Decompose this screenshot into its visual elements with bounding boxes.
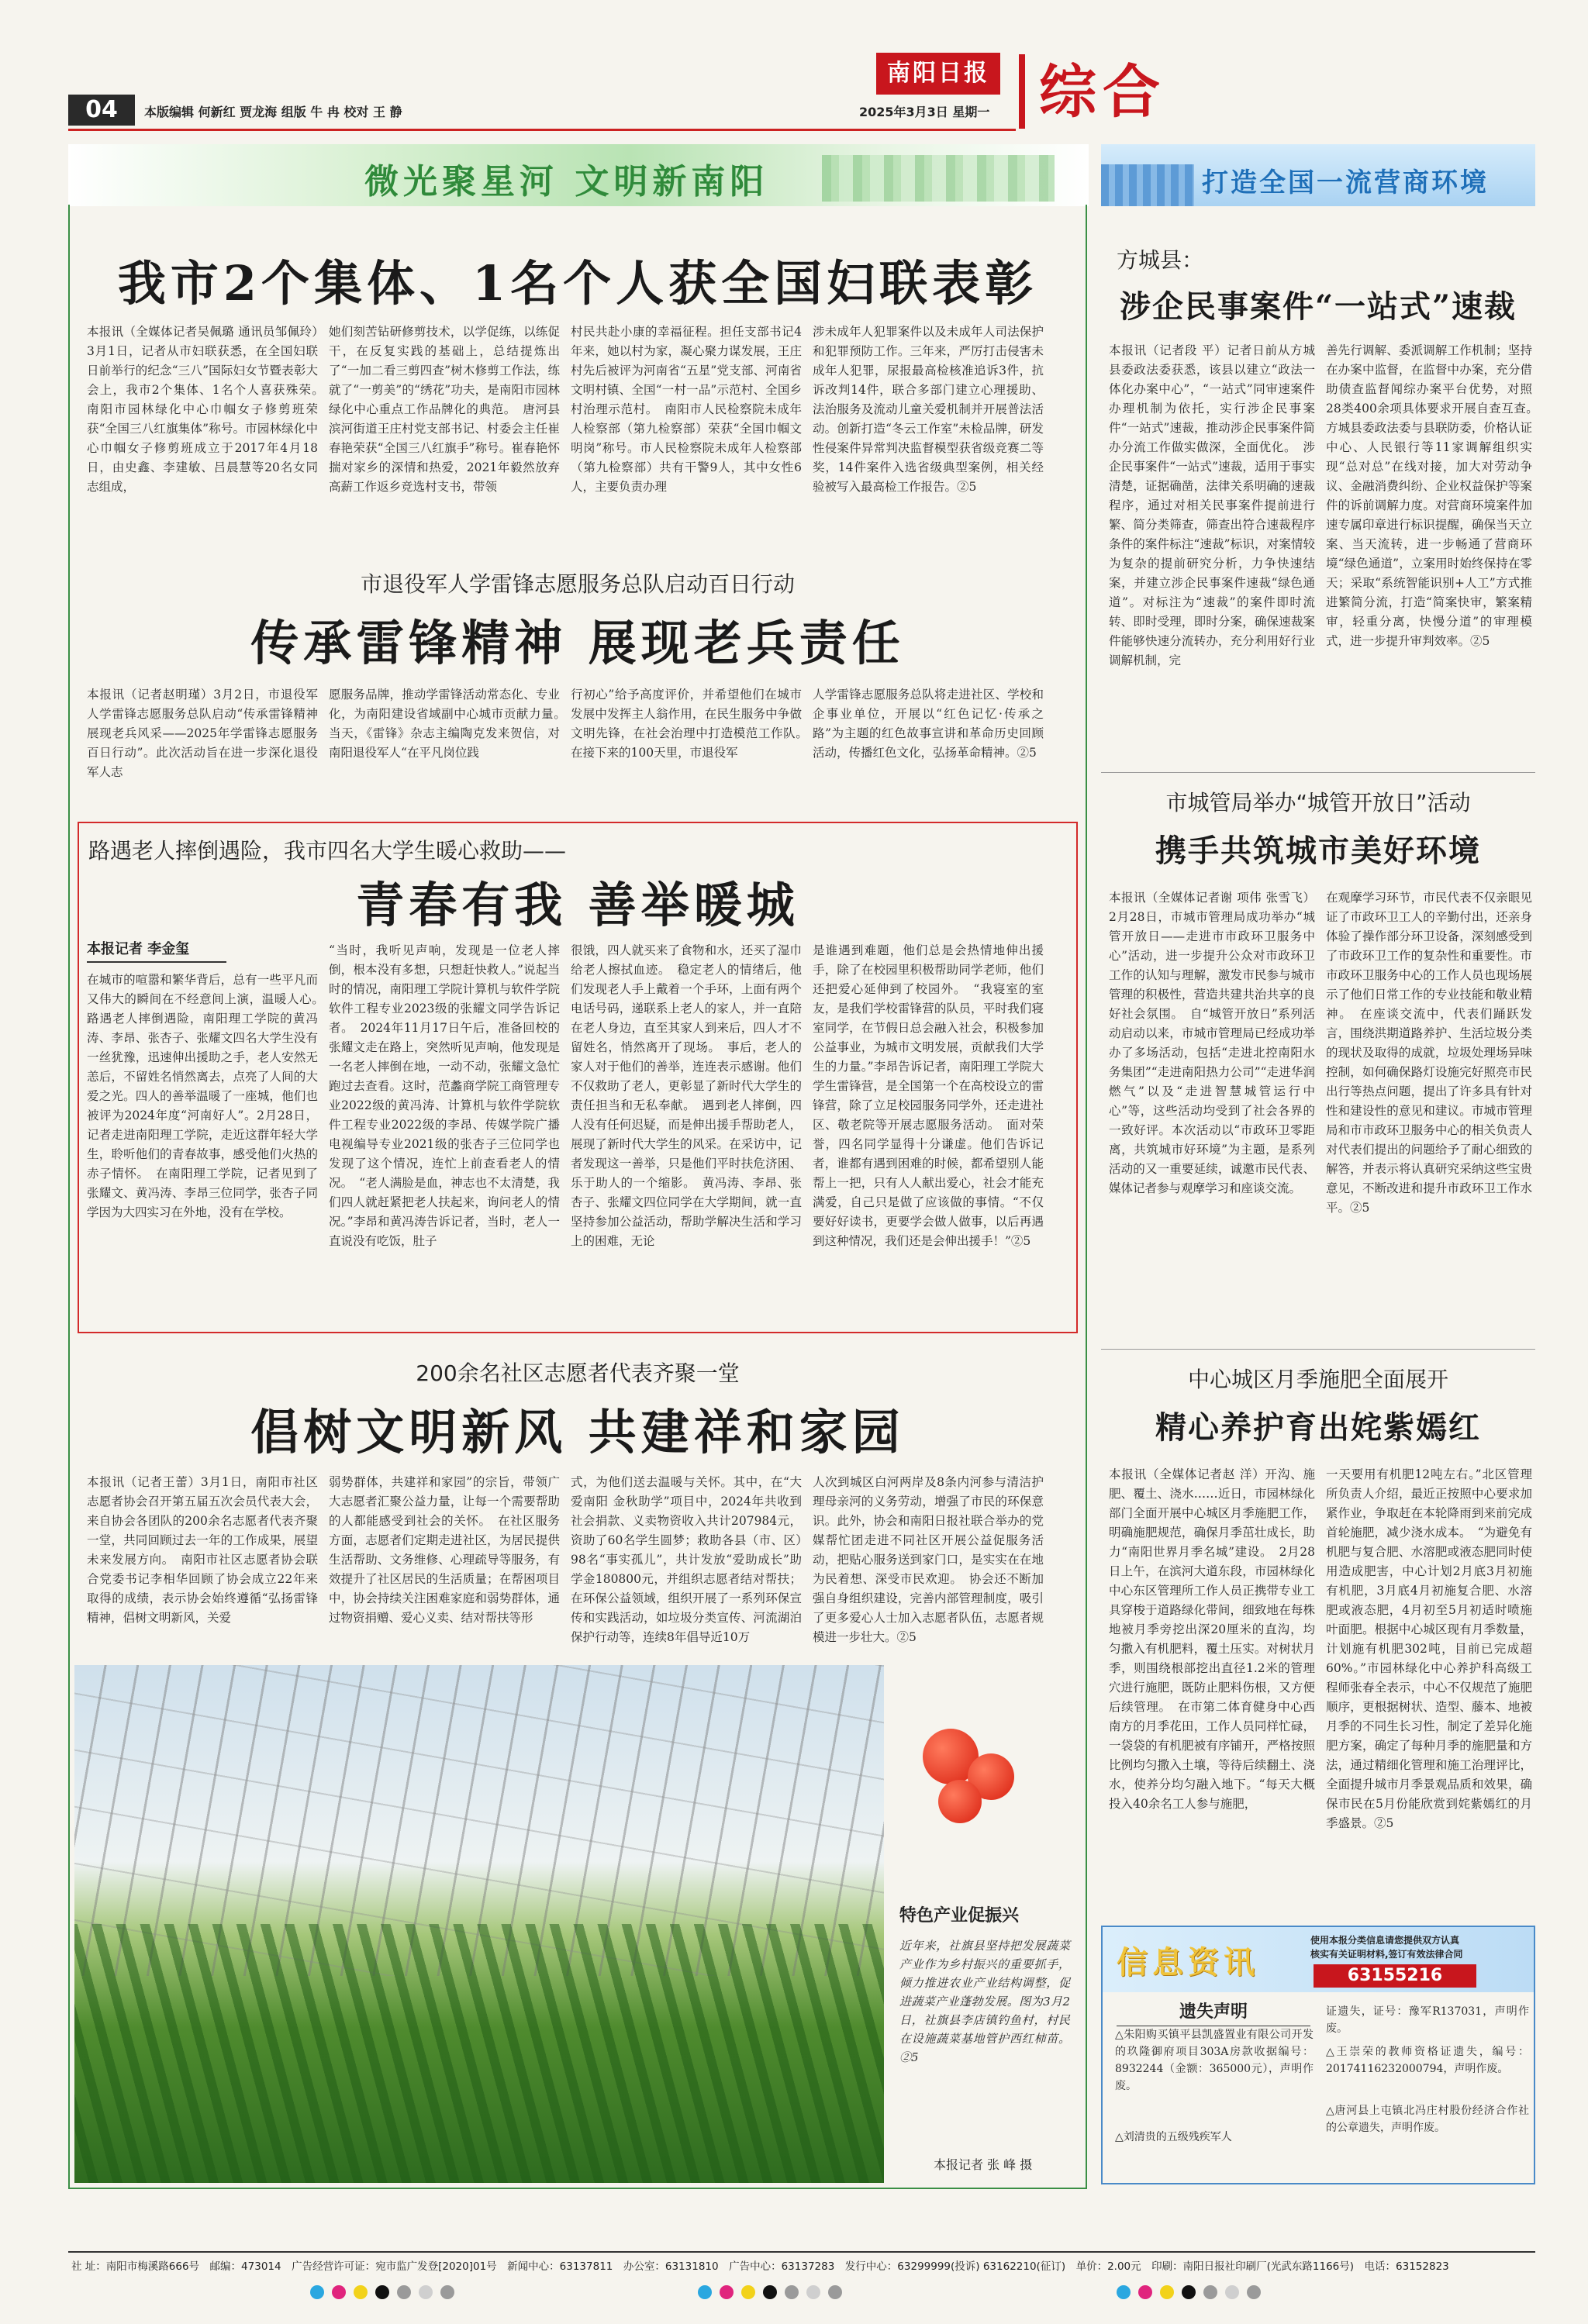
a3-kicker: 路遇老人摔倒遇险，我市四名大学生暖心救助—— <box>88 838 567 864</box>
r3-headline: 精心养护育出姹紫嫣红 <box>1155 1409 1481 1446</box>
lost-notice-1: △朱阳购买镇平县凯盛置业有限公司开发的玖隆御府项目303A房款收据编号：8932244（金额：365000元），声明作废。 <box>1115 2029 1314 2092</box>
a3-col-2: “当时，我听见声响，发现是一位老人摔倒，根本没有多想，只想赶快救人。”说起当时的情况，南阳理工学院计算机与软件学院软件工程专业2023级的张耀文同学告诉记者。 2024年11月17日午后，准备回校的张耀文走在路上，突然听见声响，他发现是一名老人摔倒在地，一动不动，张耀文急忙跑过去查看。这时，范蠡商学院工商管理专业2022级的黄冯涛、计算机与软件学院软件工程专业2022级的李昂、传媒学院广播电视编导专业2021级的张杏子三位同学也发现了这个情况，连忙上前查看老人的情况。 “老人满脸是血，神志也不太清楚，我们四人就赶紧把老人扶起来，询问老人的情况。”李昂和黄冯涛告诉记者，当时，老人一直说没有吃饭，肚子 <box>329 943 560 1248</box>
a2-headline: 传承雷锋精神 展现老兵责任 <box>250 615 905 671</box>
left-banner-city <box>822 155 1055 202</box>
ad-title: 信息资讯 <box>1117 1945 1259 1981</box>
issue-date: 2025年3月3日 星期一 <box>859 105 990 119</box>
color-register-marks <box>1117 2285 1269 2302</box>
page-number: 04 <box>68 95 135 126</box>
a3-col-1: 在城市的喧嚣和繁华背后，总有一些平凡而又伟大的瞬间在不经意间上演，温暖人心。 路遇老人摔倒遇险，南阳理工学院的黄冯涛、李昂、张杏子、张耀文四名大学生没有一丝犹豫，迅速伸出援助之手，老人安然无恙后，不留姓名悄然离去，点亮了人间的大爱之光。四人的善举温暖了一座城，他们也被评为2024年度“河南好人”。2月28日，记者走进南阳理工学院，走近这群年轻大学生，聆听他们的青春故事，感受他们火热的赤子情怀。 在南阳理工学院，记者见到了张耀文、黄冯涛、李昂三位同学，张杏子同学因为大四实习在外地，没有在学校。 <box>87 973 330 1219</box>
a1-headline: 我市2个集体、1名个人获全国妇联表彰 <box>117 255 1038 312</box>
color-register-marks <box>310 2285 462 2302</box>
photo-caption-text: 近年来，社旗县坚持把发展蔬菜产业作为乡村振兴的重要抓手，倾力推进农业产业结构调整，促进蔬菜产业蓬勃发展。图为3月2日，社旗县李店镇钓鱼村，村民在设施蔬菜基地管护西红柿苗。②5 <box>899 1939 1070 2064</box>
r3-col-2: 一天要用有机肥12吨左右。”北区管理所负责人介绍，最近正按照中心要求加紧作业，争取赶在本轮降雨到来前完成首轮施肥，减少浇水成本。 “为避免有机肥与复合肥、水溶肥或液态肥同时使用造成肥害，中心计划2月底3月初施有机肥，3月底4月初施复合肥、水溶肥或液态肥，4月初至5月初适时喷施叶面肥。根据中心城区现有月季数量，计划施有机肥302吨，目前已完成超60%。”市园林绿化中心养护科高级工程师张春全表示，中心不仅规范了施肥顺序，更根据树状、造型、藤本、地被月季的不同生长习性，制定了差异化施肥方案，确定了每种月季的施肥量和方法，通过精细化管理和施工治理评比，全面提升城市月季景观品质和效果，确保市民在5月份能欣赏到姹紫嫣红的月季盛景。②5 <box>1326 1467 1532 1830</box>
lost-notice-5: △唐河县上屯镇北冯庄村股份经济合作社的公章遗失，声明作废。 <box>1326 2105 1529 2134</box>
r2-divider <box>1101 1349 1535 1350</box>
a2-col-3: 行初心”给予高度评价，并希望他们在城市发展中发挥主人翁作用，在民生服务中争做文明先锋，在社会治理中打造模范工作队。 在接下来的100天里，市退役军 <box>571 688 814 760</box>
r1-kicker: 方城县： <box>1117 247 1204 273</box>
greenhouse-photo <box>74 1665 884 2183</box>
r3-col-1: 本报讯（全媒体记者赵 洋）开沟、施肥、覆土、浇水……近日，市园林绿化部门全面开展中心城区月季施肥工作，明确施肥规范，确保月季茁壮成长，助力“南阳世界月季名城”建设。 2月28日上午，在滨河大道东段，市园林绿化中心东区管理所工作人员正携带专业工具穿梭于道路绿化带间，细致地在每株地被月季旁挖出深20厘米的直沟，均匀撒入有机肥料，覆土压实。对树状月季，则围绕根部挖出直径1.2米的管理穴进行施肥，既防止肥料伤根，又方便后续管理。 在市第二体育健身中心西南方的月季花田，工作人员同样忙碌，一袋袋的有机肥被有序铺开，严格按照比例均匀撒入土壤，等待后续翻土、浇水，使养分均匀融入地下。“每天大概投入40余名工人参与施肥， <box>1109 1467 1315 1811</box>
a2-col-1: 本报讯（记者赵明瑾）3月2日，市退役军人学雷锋志愿服务总队启动“传承雷锋精神 展现老兵风采——2025年学雷锋志愿服务百日行动”。此次活动旨在进一步深化退役军人志 <box>87 688 318 779</box>
r2-col-2: 在观摩学习环节，市民代表不仅亲眼见证了市政环卫工人的辛勤付出，还亲身体验了操作部分环卫设备，深刻感受到了市政环卫工作的复杂性和重要性。市市政环卫服务中心的工作人员也现场展示了他们日常工作的专业技能和敬业精神。 在座谈交流中，代表们踊跃发言，围绕洪期道路养护、生活垃圾分类的现状及取得的成就，垃圾处理场异味控制，如何确保路灯设施完好照亮市民出行等热点问题，提出了许多具有针对性和建设性的意见和建议。市城市管理局和市市政环卫服务中心的相关负责人对代表们提出的问题给予了耐心细致的解答，并表示将认真研究采纳这些宝贵意见，不断改进和提升市政环卫工作水平。②5 <box>1326 891 1532 1215</box>
a4-col-1: 本报讯（记者王蕾）3月1日，南阳市社区志愿者协会召开第五届五次会员代表大会，来自协会各团队的200余名志愿者代表齐聚一堂，共同回顾过去一年的工作成果，展望未来发展方向。 南阳市社区志愿者协会联合党委书记李相华回顾了协会成立22年来取得的成绩，表示协会始终遵循“弘扬雷锋精神，倡树文明新风，关爱 <box>87 1475 318 1625</box>
r1-col-2: 善先行调解、委派调解工作机制；坚持在办案中监督，在监督中办案，充分借助债查监督闻综办案平台优势，对照28类400余项具体要求开展自查互查。 方城县委政法委与县联防委，价格认证中心、人民银行等11家调解组织实现“总对总”在线对接，加大对劳动争议、金融消费纠纷、企业权益保护等案件的诉前调解力度。对营商环境案件加速专属印章进行标识提醒，确保当天立案、当天流转，进一步畅通了营商环境“绿色通道”，立案用时始终保持在零天；采取“系统智能识别+人工”方式推进繁简分流，打造“简案快审，繁案精审，轻重分离，快慢分道”的审理模式，进一步提升审判效率。②5 <box>1326 343 1545 648</box>
lost-notice-4: △王崇荣的教师资格证遗失，编号：20174116232000794，声明作废。 <box>1326 2046 1529 2075</box>
paper-logo: 南阳日报 <box>876 53 1000 95</box>
r1-headline: 涉企民事案件“一站式”速裁 <box>1119 288 1517 325</box>
lost-notice-2: △刘清贵的五级残疾军人 <box>1115 2131 1232 2143</box>
r2-kicker: 市城管局举办“城管开放日”活动 <box>1165 790 1471 815</box>
photo-caption-title: 特色产业促振兴 <box>899 1906 1020 1926</box>
lost-notice-3: 证遗失，证号：豫军R137031，声明作废。 <box>1326 2005 1529 2035</box>
r3-kicker: 中心城区月季施肥全面展开 <box>1187 1367 1448 1392</box>
a4-col-4: 人次到城区白河两岸及8条内河参与清洁护理母亲河的义务劳动，增强了市民的环保意识。此外，协会和南阳日报社联合举办的党媒帮忙团走进不同社区开展公益促服务活动，把贴心服务送到家门口，是实实在在地为民着想、深受市民欢迎。 协会还不断加强自身组织建设，完善内部管理制度，吸引了更多爱心人士加入志愿者队伍，志愿者规模进一步壮大。②5 <box>813 1475 1044 1644</box>
masthead-rule <box>68 129 1016 131</box>
a4-kicker: 200余名社区志愿者代表齐聚一堂 <box>416 1360 740 1386</box>
ad-phone: 63155216 <box>1314 1964 1476 1988</box>
a2-kicker: 市退役军人学雷锋志愿服务总队启动百日行动 <box>360 571 795 597</box>
a3-byline: 本报记者 李金玺 <box>87 941 190 957</box>
ad-note-2: 核实有关证明材料,签订有效法律合同 <box>1310 1949 1463 1960</box>
r1-divider <box>1101 772 1535 773</box>
right-banner-city <box>1101 164 1194 206</box>
a1-col-1: 本报讯（全媒体记者吴佩璐 通讯员邹佩玲）3月1日，记者从市妇联获悉，在全国妇联日前举行的纪念“三八”国际妇女节暨表彰大会上，我市2个集体、1名个人喜获殊荣。 南阳市园林绿化中心巾帼女子修剪班荣获“全国三八红旗集体”称号。市园林绿化中心巾帼女子修剪班成立于2017年4月18日，由史鑫、李建敏、吕晨慧等20名女同志组成， <box>87 325 330 494</box>
a4-col-3: 式，为他们送去温暖与关怀。其中，在“大爱南阳 金秋助学”项目中，2024年共收到社会捐款、义卖物资收入共计207984元，资助了60名学生圆梦；救助各县（市、区）98名“事实孤儿”，共计发放“爱助成长”助学金180800元，并组织志愿者结对帮扶；在环保公益领域，组织开展了一系列环保宣传和实践活动，如垃圾分类宣传、河流湖泊保护行动等，连续8年倡导近10万 <box>571 1475 802 1644</box>
a1-col-2: 她们刻苦钻研修剪技术，以学促练，以练促干，在反复实践的基础上，总结提炼出了“一加二看三剪四查”树木修剪工作法，练就了“一剪美”的“绣花”功夫，是南阳市园林绿化中心重点工作品牌化的典范。 唐河县滨河街道王庄村党支部书记、村委会主任崔春艳荣获“全国三八红旗手”称号。崔春艳怀揣对家乡的深情和热爱，2021年毅然放弃高薪工作返乡竞选村支书，带领 <box>329 325 560 494</box>
a1-col-4: 涉未成年人犯罪案件以及未成年人司法保护和犯罪预防工作。三年来，严厉打击侵害未成年人犯罪，尿报最高检核准追诉3件，抗诉改判14件，联合多部门建立心理援助、法治服务及流动儿童关爱机制并开展普法活动。创新打造“冬云工作室”未检品牌，研发性侵案件异常判决监督模型获省级竞赛二等奖，14件案件入选省级典型案例，相关经验被写入最高检工作报告。②5 <box>813 325 1044 494</box>
a4-headline: 倡树文明新风 共建祥和家园 <box>250 1404 905 1460</box>
a3-col-3: 很饿，四人就买来了食物和水，还买了湿巾给老人擦拭血迹。 稳定老人的情绪后，他们发现老人手上戴着一个手环，上面有两个电话号码，递联系上老人的家人，并一直陪在老人身边，直至其家人到来后，四人才不留姓名，悄然离开了现场。 事后，老人的家人对于他们的善举，连连表示感谢。他们不仅救助了老人，更彰显了新时代大学生的责任担当和无私奉献。 遇到老人摔倒，四人没有任何迟疑，而是伸出援手帮助老人，展现了新时代大学生的风采。在采访中，记者发现这一善举，只是他们平时扶危济困、乐于助人的一个缩影。 黄冯涛、李昂、张杏子、张耀文四位同学在大学期间，就一直坚持参加公益活动，帮助学解决生活和学习上的困难，无论 <box>571 943 802 1248</box>
a1-col-3: 村民共赴小康的幸福征程。担任支部书记4年来，她以村为家，凝心聚力谋发展，王庄村先后被评为河南省“五星”党支部、河南省文明村镇、全国“一村一品”示范村、全国乡村治理示范村。 南阳市人民检察院未成年人检察部（第九检察部）荣获“全国巾帼文明岗”称号。市人民检察院未成年人检察部（第九检察部）共有干警9人，其中女性6人，主要负责办理 <box>571 325 802 494</box>
lost-notice-title: 遗失声明 <box>1117 1998 1310 2026</box>
left-banner-title: 微光聚星河 文明新南阳 <box>364 162 769 202</box>
a3-col-4: 是谁遇到难题，他们总是会热情地伸出援手，除了在校园里积极帮助同学老师，他们还把爱心延伸到了校园外。 “我寝室的室友，是我们学校雷锋营的队员，平时我们寝室同学，在节假日总会融入社会，积极参加公益事业，为城市文明发展，贡献我们大学生的力量。”李昂告诉记者，南阳理工学院大学生雷锋营，是全国第一个在高校设立的雷锋营，除了立足校园服务同学外，还走进社区、敬老院等开展志愿服务活动。 面对荣誉，四名同学显得十分谦虚。他们告诉记者，谁都有遇到困难的时候，都希望别人能帮上一把，只有人人献出爱心，社会才能充满爱，自己只是做了应该做的事情。“不仅要好好读书，更要学会做人做事，以后再遇到这种情况，我们还是会伸出援手！”②5 <box>813 943 1044 1248</box>
tomato-icon <box>938 1780 982 1823</box>
footer-rule <box>68 2251 1535 2253</box>
a4-col-2: 弱势群体，共建祥和家园”的宗旨，带领广大志愿者汇聚公益力量，让每一个需要帮助的人都能感受到社会的关怀。 在社区服务方面，志愿者们定期走进社区，为居民提供生活帮助、文务维修、心理疏导等服务，有效提升了社区居民的生活质量；在帮困项目中，协会持续关注困难家庭和弱势群体，通过物资捐赠、爱心义卖、结对帮扶等形 <box>329 1475 560 1625</box>
r2-col-1: 本报讯（全媒体记者谢 项伟 张雪飞）2月28日，市城市管理局成功举办“城管开放日——走进市市政环卫服务中心”活动，进一步提升公众对市政环卫工作的认知与理解，激发市民参与城市管理的积极性，营造共建共治共享的良好社会氛围。 自“城管开放日”系列活动启动以来，市城市管理局已经成功举办了多场活动，包括“走进北控南阳水务集团”“走进南阳热力公司”“走进华润燃气”以及“走进智慧城管运行中心”等，这些活动均受到了社会各界的一致好评。本次活动以“市政环卫零距离，共筑城市好环境”为主题，是系列活动的又一重要延续，诚邀市民代表、媒体记者参与观摩学习和座谈交流。 <box>1109 891 1315 1195</box>
right-banner-title: 打造全国一流营商环境 <box>1202 167 1489 198</box>
section-title: 综合 <box>1039 59 1166 126</box>
a3-byline-rule <box>87 961 226 963</box>
photo-credit: 本报记者 张 峰 摄 <box>934 2157 1033 2172</box>
staff-line: 本版编辑 何新红 贾龙海 组版 牛 冉 校对 王 静 <box>144 105 402 119</box>
ad-note-1: 使用本报分类信息请您提供双方认真 <box>1310 1935 1460 1946</box>
color-register-marks <box>698 2285 850 2302</box>
a2-col-2: 愿服务品牌，推动学雷锋活动常态化、专业化，为南阳建设省域副中心城市贡献力量。 当天，《雷锋》杂志主编陶克发来贺信，对南阳退役军人“在平凡岗位践 <box>329 688 572 760</box>
footer-info: 社 址：南阳市梅溪路666号 邮编：473014 广告经营许可证：宛市监广发登[2020]01号 新闻中心：63137811 办公室：63131810 广告中心：63137283 发行中心：63299999(投诉) 63162210(征订) 单价：2.00元 印刷：南阳日报社印刷厂(光武东路1166号) 电话：63152823 <box>71 2260 1449 2273</box>
a3-headline: 青春有我 善举暖城 <box>356 877 799 933</box>
a2-col-4: 人学雷锋志愿服务总队将走进社区、学校和企事业单位，开展以“红色记忆·传承之路”为主题的红色故事宣讲和革命历史回顾活动，传播红色文化，弘扬革命精神。②5 <box>813 688 1044 760</box>
r2-headline: 携手共筑城市美好环境 <box>1155 833 1481 869</box>
r1-col-1: 本报讯（记者段 平）记者日前从方城县委政法委获悉，该县以建立“政法一体化办案中心”，“一站式”同审速案件办理机制为依托，实行涉企民事案件“一站式”速裁，推动涉企民事案件简办分流工作做实做深，全面优化。 涉企民事案件“一站式”速裁，适用于事实清楚，证据确凿，法律关系明确的速裁程序，通过对相关民事案件提前进行繁、简分类筛查，筛查出符合速裁程序条件的案件标注“速裁”标识，对案情较为复杂的提前研究分析，力争快速结案，并建立涉企民事案件速裁“绿色通道”。对标注为“速裁”的案件即时流转、即时受理，即时分案，确保速裁案件能够快速分流转办，充分利用好行业调解机制，完 <box>1109 343 1315 667</box>
section-bar <box>1019 54 1025 129</box>
